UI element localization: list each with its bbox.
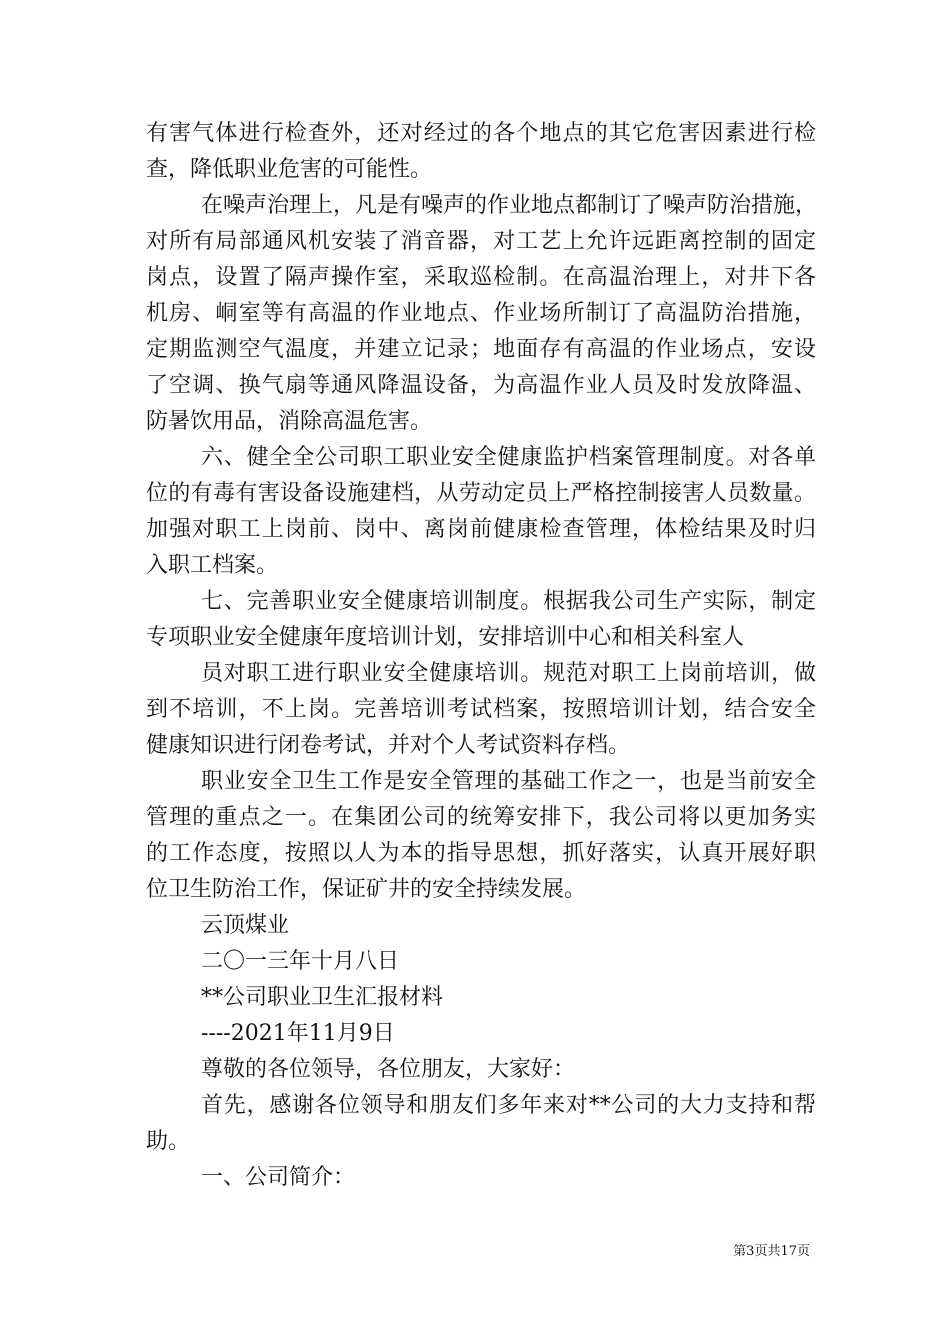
text-line: 岗点，设置了隔声操作室，采取巡检制。在高温治理上，对井下各 xyxy=(146,265,816,290)
date-line: ----2021年11月9日 xyxy=(201,1021,395,1046)
text-line: 的工作态度，按照以人为本的指导思想，抓好落实，认真开展好职 xyxy=(146,841,816,866)
greeting-line: 尊敬的各位领导，各位朋友，大家好： xyxy=(201,1057,576,1082)
text-line: 机房、峒室等有高温的作业地点、作业场所制订了高温防治措施， xyxy=(146,301,816,326)
text-line: 管理的重点之一。在集团公司的统筹安排下，我公司将以更加务实 xyxy=(146,805,816,830)
text-line: 专项职业安全健康年度培训计划，安排培训中心和相关科室人 xyxy=(146,625,744,650)
text-line: 防暑饮用品，消除高温危害。 xyxy=(146,409,433,434)
text-line: 位的有毒有害设备设施建档，从劳动定员上严格控制接害人员数量。 xyxy=(146,481,816,506)
section-heading: 一、公司简介： xyxy=(201,1165,356,1190)
date-line: 二〇一三年十月八日 xyxy=(201,949,400,974)
text-line: 有害气体进行检查外，还对经过的各个地点的其它危害因素进行检 xyxy=(146,121,816,146)
text-line: 员对职工进行职业安全健康培训。规范对职工上岗前培训，做 xyxy=(201,661,816,686)
text-line: 加强对职工上岗前、岗中、离岗前健康检查管理，体检结果及时归 xyxy=(146,517,816,542)
text-line: 到不培训，不上岗。完善培训考试档案，按照培训计划，结合安全 xyxy=(146,697,816,722)
company-name: 云顶煤业 xyxy=(201,913,290,938)
text-line: 七、完善职业安全健康培训制度。根据我公司生产实际，制定 xyxy=(201,589,816,614)
text-line: 了空调、换气扇等通风降温设备，为高温作业人员及时发放降温、 xyxy=(146,373,816,398)
text-line: 定期监测空气温度，并建立记录；地面存有高温的作业场点，安设 xyxy=(146,337,816,362)
text-line: 首先，感谢各位领导和朋友们多年来对**公司的大力支持和帮 xyxy=(201,1093,816,1118)
section-title: **公司职业卫生汇报材料 xyxy=(201,985,444,1010)
text-line: 助。 xyxy=(146,1129,191,1154)
text-line: 位卫生防治工作，保证矿井的安全持续发展。 xyxy=(146,877,587,902)
text-line: 查，降低职业危害的可能性。 xyxy=(146,157,433,182)
page-number: 第3页共17页 xyxy=(733,1244,810,1259)
text-line: 六、健全全公司职工职业安全健康监护档案管理制度。对各单 xyxy=(201,445,816,470)
text-line: 入职工档案。 xyxy=(146,553,279,578)
text-line: 健康知识进行闭卷考试，并对个人考试资料存档。 xyxy=(146,733,631,758)
text-line: 职业安全卫生工作是安全管理的基础工作之一，也是当前安全 xyxy=(201,769,816,794)
text-line: 在噪声治理上，凡是有噪声的作业地点都制订了噪声防治措施， xyxy=(201,193,818,218)
text-line: 对所有局部通风机安装了消音器，对工艺上允许远距离控制的固定 xyxy=(146,229,816,254)
